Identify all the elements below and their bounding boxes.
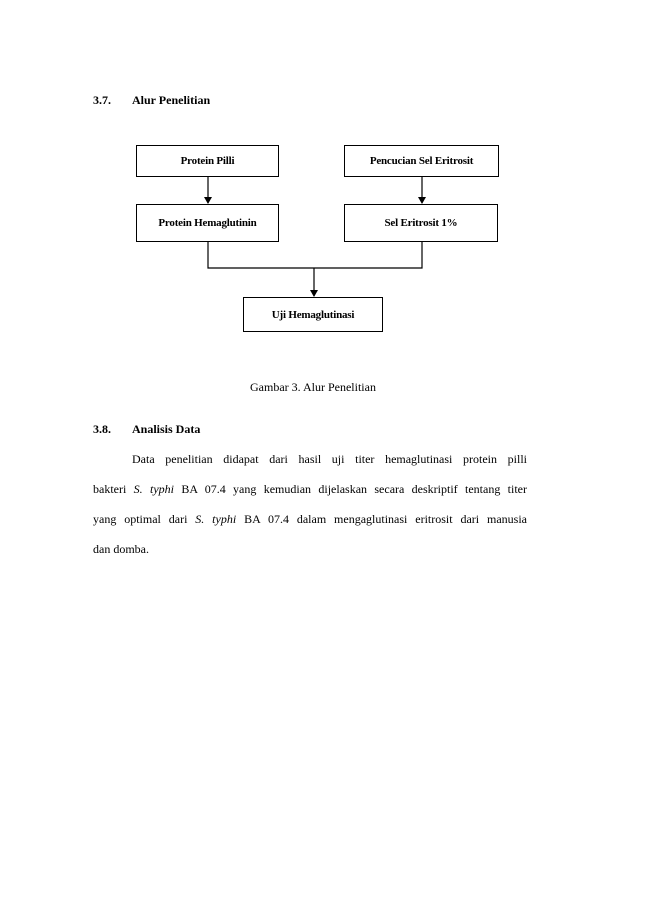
section-title: Analisis Data	[132, 422, 201, 436]
box-protein-hemaglutinin: Protein Hemaglutinin	[136, 204, 279, 242]
species-name: S. typhi	[133, 482, 175, 496]
body-paragraph	[93, 444, 527, 564]
section-number: 3.7.	[93, 93, 111, 107]
box-sel-eritrosit: Sel Eritrosit 1%	[344, 204, 498, 242]
paragraph-line: dan domba.	[93, 542, 149, 556]
figure-caption: Gambar 3. Alur Penelitian	[250, 380, 376, 394]
merge-connector	[208, 242, 422, 268]
box-protein-pilli: Protein Pilli	[136, 145, 279, 177]
paragraph-line: Data penelitian didapat dari hasil uji titer hemaglutinasi protein pilli	[132, 452, 527, 466]
box-uji-hemaglutinasi: Uji Hemaglutinasi	[243, 297, 383, 332]
box-pencucian-sel-eritrosit: Pencucian Sel Eritrosit	[344, 145, 499, 177]
section-title: Alur Penelitian	[132, 93, 211, 107]
species-name: S. typhi	[195, 512, 237, 526]
section-number: 3.8.	[93, 422, 111, 436]
paragraph-line: yang optimal dari S. typhi BA 07.4 dalam mengaglutinasi eritrosit dari manusia	[93, 512, 527, 526]
paragraph-line: bakteri S. typhi BA 07.4 yang kemudian dijelaskan secara deskriptif tentang titer	[93, 482, 527, 496]
